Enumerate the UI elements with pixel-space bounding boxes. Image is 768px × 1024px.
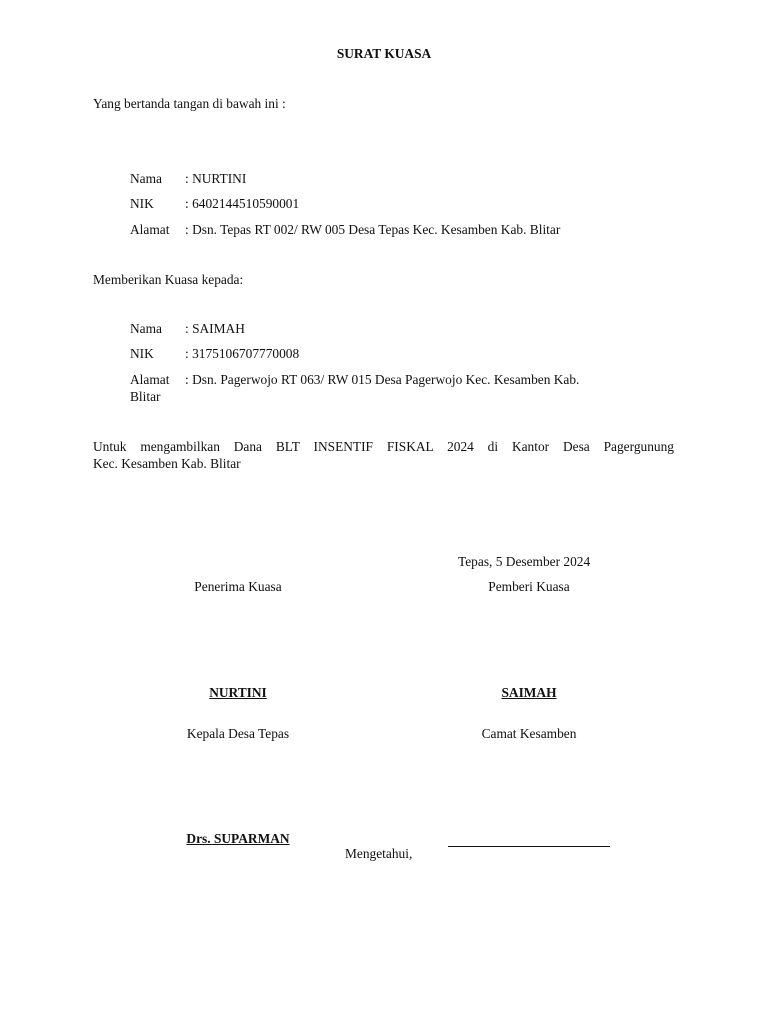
recipient-address-label: Alamat	[130, 372, 170, 387]
recipient-address-value: : Dsn. Pagerwojo RT 063/ RW 015 Desa Pagerwojo Kec. Kesamben Kab.	[185, 372, 580, 387]
district-head-signature-line	[448, 846, 610, 847]
recipient-name-label: Nama	[130, 321, 162, 336]
grantor-nik-value: : 6402144510590001	[185, 196, 300, 211]
intro-text: Yang bertanda tangan di bawah ini :	[93, 96, 286, 111]
grantor-address-label: Alamat	[130, 222, 170, 237]
grantor-address-value: : Dsn. Tepas RT 002/ RW 005 Desa Tepas Kec. Kesamben Kab. Blitar	[185, 222, 561, 237]
grantor-signature-label: Pemberi Kuasa	[488, 579, 570, 594]
recipient-signature-label: Penerima Kuasa	[194, 579, 282, 594]
recipient-address-wrap: Blitar	[130, 389, 161, 404]
give-power-text: Memberikan Kuasa kepada:	[93, 272, 244, 287]
place-date: Tepas, 5 Desember 2024	[458, 554, 591, 569]
purpose-paragraph	[93, 438, 674, 472]
purpose-line-1: Untuk mengambilkan Dana BLT INSENTIF FISKAL 2024 di Kantor Desa Pagergunung	[93, 439, 674, 454]
village-head-label: Kepala Desa Tepas	[186, 726, 290, 741]
grantor-name-value: : NURTINI	[185, 171, 247, 186]
recipient-signature-name: NURTINI	[209, 685, 267, 700]
village-head-name: Drs. SUPARMAN	[186, 831, 290, 846]
grantor-nik-label: NIK	[130, 196, 154, 211]
grantor-signature-name: SAIMAH	[501, 685, 557, 700]
district-head-label: Camat Kesamben	[481, 726, 577, 741]
acknowledged-text: Mengetahui,	[345, 846, 413, 861]
recipient-nik-value: : 3175106707770008	[185, 346, 300, 361]
grantor-name-label: Nama	[130, 171, 162, 186]
purpose-line-2: Kec. Kesamben Kab. Blitar	[93, 456, 241, 471]
recipient-nik-label: NIK	[130, 346, 154, 361]
document-title: SURAT KUASA	[336, 46, 432, 61]
recipient-name-value: : SAIMAH	[185, 321, 245, 336]
